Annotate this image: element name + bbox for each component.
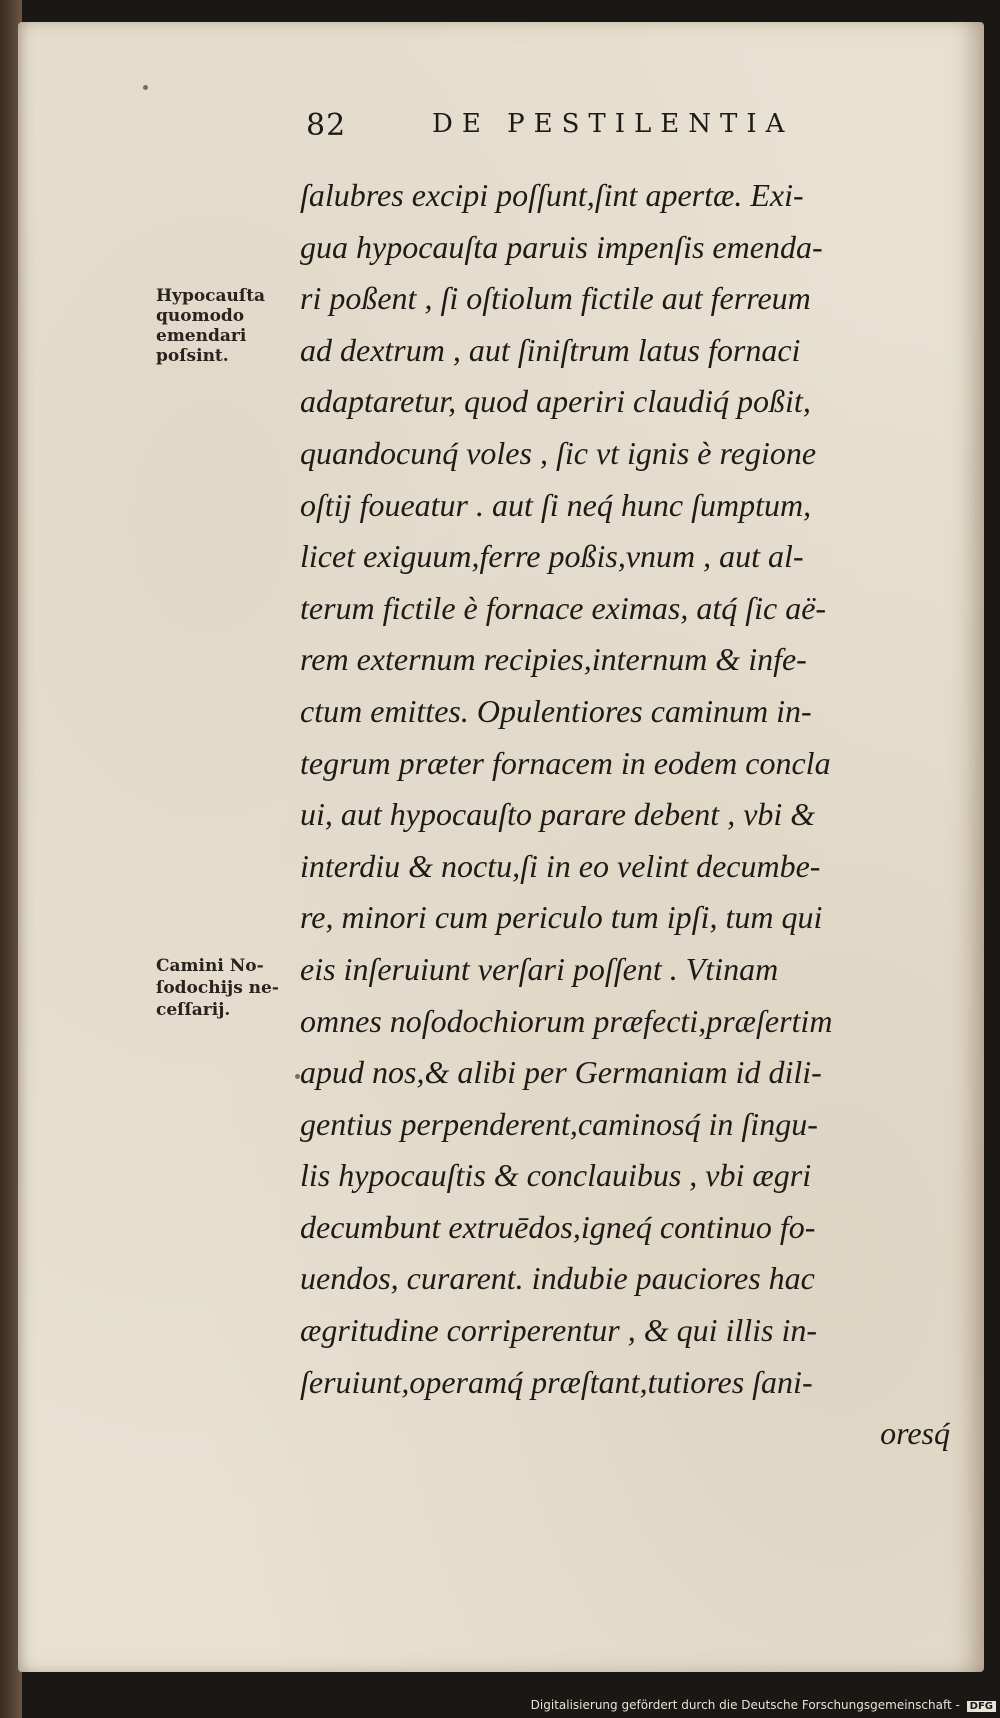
text-line: ſeruiunt,operamq́ præſtant,tutiores ſani-	[300, 1363, 813, 1400]
text-line: re, minori cum periculo tum ipſi, tum qui	[300, 899, 823, 936]
text-line: ui, aut hypocauſto parare debent , vbi &	[300, 796, 816, 833]
page-number: 82	[306, 108, 347, 143]
marginal-note-line: ceſſarij.	[156, 1000, 231, 1020]
dfg-logo: DFG	[967, 1701, 996, 1712]
marginal-note-line: Camini No-	[156, 956, 264, 976]
marginal-note-camini	[156, 955, 304, 1021]
digitization-footer	[531, 1698, 996, 1712]
text-line: ægritudine corriperentur , & qui illis in-	[300, 1312, 818, 1349]
text-line: decumbunt extruēdos,igneq́ continuo fo-	[300, 1208, 816, 1245]
marginal-note-hypocausta	[156, 286, 304, 366]
text-line: ctum emittes. Opulentiores caminum in-	[300, 692, 812, 729]
running-title: DE PESTILENTIA	[432, 109, 794, 139]
text-line: eis inſeruiunt verſari poſſent . Vtinam	[300, 950, 779, 987]
text-line: interdiu & noctu,ſi in eo velint decumbe-	[300, 847, 821, 884]
marginal-note-line: quomodo	[156, 306, 245, 326]
text-line: lis hypocauſtis & conclauibus , vbi ægri	[300, 1157, 812, 1194]
text-line: uendos, curarent. indubie pauciores hac	[300, 1260, 815, 1297]
text-line: oſtij foueatur . aut ſi neq́ hunc ſumptum,	[300, 486, 812, 523]
body-text	[300, 170, 950, 1460]
footer-credit: Digitalisierung gefördert durch die Deutsche Forschungsgemeinschaft -	[530, 1698, 960, 1712]
text-line: licet exiguum,ferre poßis,vnum , aut al-	[300, 538, 804, 575]
text-line: adaptaretur, quod aperiri claudiq́ poßit,	[300, 383, 811, 420]
text-line: gentius perpenderent,caminosq́ in ſingu-	[300, 1105, 818, 1142]
text-line: apud nos,& alibi per Germaniam id dili-	[300, 1054, 822, 1091]
marginal-note-line: ſodochijs ne-	[156, 978, 279, 998]
text-line: terum fictile è fornace eximas, atq́ ſic aë-	[300, 589, 827, 626]
catchword: oresq́	[880, 1415, 950, 1452]
marginal-note-line: poſsint.	[156, 346, 229, 366]
marginal-note-line: Hypocauſta	[156, 286, 266, 306]
page-speck	[143, 85, 148, 90]
text-line: ad dextrum , aut ſiniſtrum latus fornaci	[300, 331, 801, 368]
text-line: rem externum recipies,internum & infe-	[300, 641, 807, 678]
text-line: ſalubres excipi poſſunt,ſint apertæ. Exi-	[300, 177, 804, 213]
text-line: omnes noſodochiorum præfecti,præſertim	[300, 1002, 833, 1039]
marginal-note-line: emendari	[156, 326, 247, 346]
text-line: gua hypocauſta paruis impenſis emenda-	[300, 228, 823, 265]
text-line: quandocunq́ voles , ſic vt ignis è regione	[300, 434, 817, 471]
text-line: tegrum præter fornacem in eodem concla	[300, 744, 831, 781]
text-line: ri poßent , ſi oſtiolum fictile aut ferreum	[300, 280, 811, 317]
